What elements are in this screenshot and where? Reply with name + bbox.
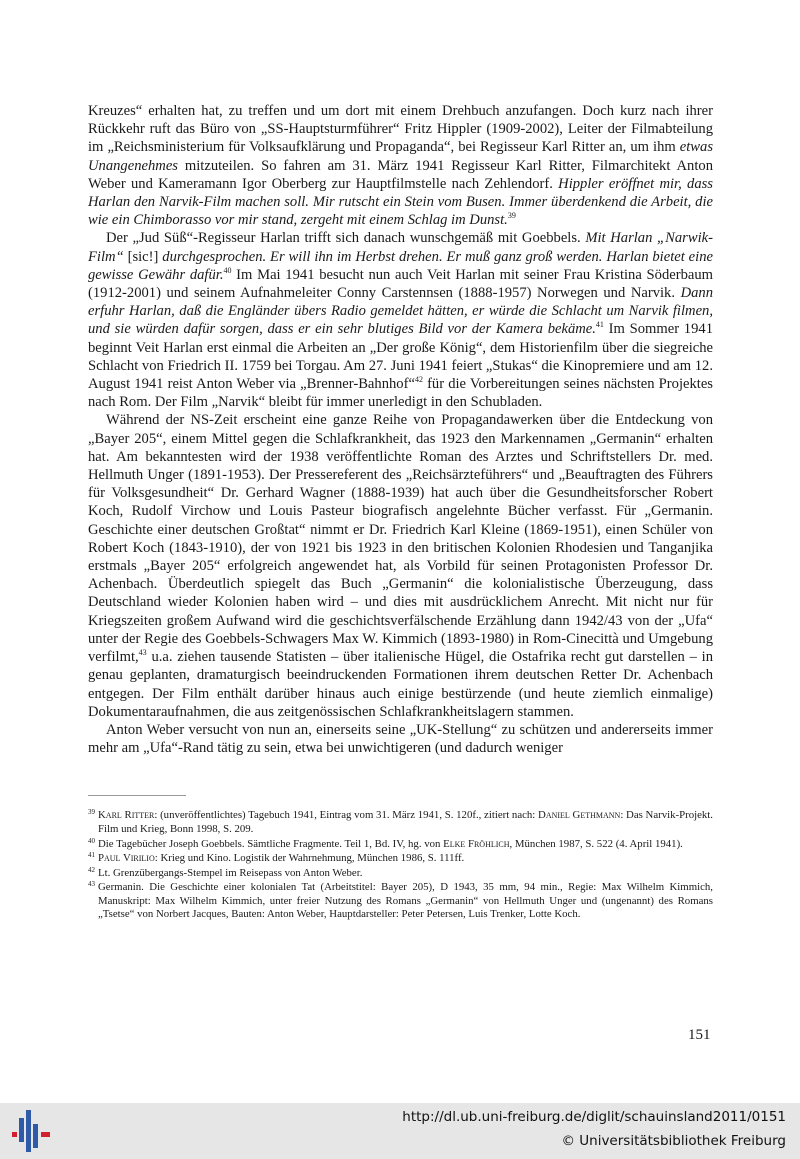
document-url-link[interactable]: http://dl.ub.uni-freiburg.de/diglit/schauinsland2011/0151	[402, 1109, 786, 1125]
footnote-ref-41[interactable]: 41	[595, 320, 604, 330]
footnotes	[88, 809, 713, 922]
paragraph-1: Kreuzes“ erhalten hat, zu treffen und um dort mit einem Drehbuch anzufangen. Doch kurz nach ihrer Rückkehr ruft das Büro von „SS-Hauptsturmführer“ Fritz Hippler (1909-2002), Leiter der Filmabteilung im „Reichsministerium für Volksaufklärung und Propaganda“, bei Regisseur Karl Ritter an, um ihm etwas Unangenehmes mitzuteilen. So fahren am 31. März 1941 Regisseur Karl Ritter, Filmarchitekt Anton Weber und Kameramann Igor Oberberg zur Hauptfilmstelle nach Zehlendorf. Hippler eröffnet mir, dass Harlan den Narvik-Film machen soll. Mir rutscht ein Stein vom Busen. Immer überdenkend die Arbeit, die wie ein Chimborasso vor mir stand, zergeht mit einem Schlag im Dunst.$^{39}$	[88, 103, 713, 229]
footnote-39: $^{39}$ Karl Ritter: (unveröffentlichtes) Tagebuch 1941, Eintrag vom 31. März 1941, S. 120f., zitiert nach: Daniel Gethmann: Das Narvik-Projekt. Film und Krieg, Bonn 1998, S. 209.	[88, 808, 713, 835]
body-text	[88, 102, 713, 757]
footnote-41: $^{41}$ Paul Virilio: Krieg und Kino. Logistik der Wahrnehmung, München 1986, S. 111ff.	[88, 851, 465, 865]
footnote-divider	[88, 795, 186, 796]
copyright-notice: © Universitätsbibliothek Freiburg	[561, 1133, 786, 1149]
paragraph-4: Anton Weber versucht von nun an, einerseits seine „UK-Stellung“ zu schützen und andererseits immer mehr am „Ufa“-Rand tätig zu sein, etwa bei unwichtigeren (und dadurch weniger	[88, 721, 713, 757]
paragraph-2: Der „Jud Süß“-Regisseur Harlan trifft sich danach wunschgemäß mit Goebbels. Mit Harlan „Narwik-Film“ [sic!] durchgesprochen. Er will ihn im Herbst drehen. Er muß ganz groß werden. Harlan bietet eine gewisse Gewähr dafür.$^{40}$ Im Mai 1941 besucht nun auch Veit Harlan mit seiner Frau Kristina Söderbaum (1912-2001) und seinem Aufnahmeleiter Conny Carstennsen (1888-1957) Norwegen und Narvik. Dann erfuhr Harlan, daß die Engländer übers Radio gemeldet hätten, er würde die Schlacht um Narvik filmen, und sie würden dafür sorgen, dass er ein sehr blutiges Bild vor der Kamera bekäme.$^{41}$ Im Sommer 1941 beginnt Veit Harlan erst einmal die Arbeiten an „Der große König“, dem Historienfilm über die siegreiche Schlacht von Friedrich II. 1759 bei Torgau. Am 27. Juni 1941 feiert „Stukas“ die Kinopremiere und am 12. August 1941 reist Anton Weber via „Brenner-Bahnhof“$^{42}$ für die Vorbereitungen seines nächsten Projektes nach Rom. Der Film „Narvik“ bleibt für immer unerledigt in den Schubladen.	[88, 230, 713, 411]
footnote-ref-42[interactable]: 42	[414, 375, 423, 385]
footnote-42: $^{42}$ Lt. Grenzübergangs-Stempel im Reisepass von Anton Weber.	[88, 865, 363, 879]
footnote-ref-43[interactable]: 43	[138, 648, 147, 658]
page-content	[88, 102, 713, 923]
footnote-ref-40[interactable]: 40	[223, 265, 232, 275]
footnote-40: $^{40}$ Die Tagebücher Joseph Goebbels. Sämtliche Fragmente. Teil 1, Bd. IV, hg. von Elke Fröhlich, München 1987, S. 522 (4. April 1941).	[88, 836, 683, 850]
library-footer	[0, 1103, 800, 1159]
paragraph-3: Während der NS-Zeit erscheint eine ganze Reihe von Propagandawerken über die Entdeckung von „Bayer 205“, einem Mittel gegen die Schlafkrankheit, das 1923 den Markennamen „Germanin“ erhalten hat. Am bekanntesten wird der 1938 veröffentlichte Roman des Arztes und Schriftstellers Dr. med. Hellmuth Unger (1891-1953). Der Pressereferent des „Reichsärzteführers“ und „Beauftragten des Führers für Volksgesundheit“ Dr. Gerhard Wagner (1888-1939) hat auch über die Gesundheitsforscher Robert Koch, Rudolf Virchow und Louis Pasteur biografisch angelehnte Bücher verfasst. Für „Germanin. Geschichte einer deutschen Großtat“ nimmt er Dr. Friedrich Karl Kleine (1869-1951), einen Schüler von Robert Koch (1843-1910), der von 1921 bis 1923 in den britischen Kolonien Rhodesien und Tanganjika erstmals „Bayer 205“ erfolgreich angewendet hat, als Vorbild für seinen Protagonisten Professor Dr. Achenbach. Überdeutlich spiegelt das Buch „Germanin“ die kolonialistische Überzeugung, dass Deutschland wieder Kolonien haben wird – und dies mit ausdrücklichem Anrecht. Mit nicht nur für Kriegszeiten großem Aufwand wird die geschichtsverfälschende Erzählung dann 1942/43 von der „Ufa“ unter der Regie des Goebbels-Schwagers Max W. Kimmich (1893-1980) in Rom-Cinecittà und Umgebung verfilmt,$^{43}$ u.a. ziehen tausende Statisten – über italienische Hügel, die Ostafrika recht gut darstellen – in genau geplanten, dramaturgisch beeindruckenden Formationen ihrem deutschen Retter Dr. Achenbach entgegen. Der Film enthält darüber hinaus auch einige bestürzende (und heute ziemlich einmalige) Dokumentaraufnahmen, die aus zeitgenössischen Schlafkrankheitslagern stammen.	[88, 412, 713, 720]
footnote-43: $^{43}$ Germanin. Die Geschichte einer kolonialen Tat (Arbeitstitel: Bayer 205), D 1943, 35 mm, 94 min., Regie: Max Wilhelm Kimmich, Manuskript: Max Wilhelm Kimmich, unter freier Nutzung des Romans „Germanin“ von Hellmuth Unger und (ungenannt) des Romans „Tsetse“ von Norbert Jacques, Bauten: Anton Weber, Hauptdarsteller: Peter Petersen, Luis Trenker, Lotte Koch.	[88, 880, 713, 921]
page-number: 151	[688, 1027, 711, 1043]
footnote-ref-39[interactable]: 39	[507, 211, 516, 221]
ub-freiburg-logo-icon[interactable]	[10, 1106, 52, 1156]
